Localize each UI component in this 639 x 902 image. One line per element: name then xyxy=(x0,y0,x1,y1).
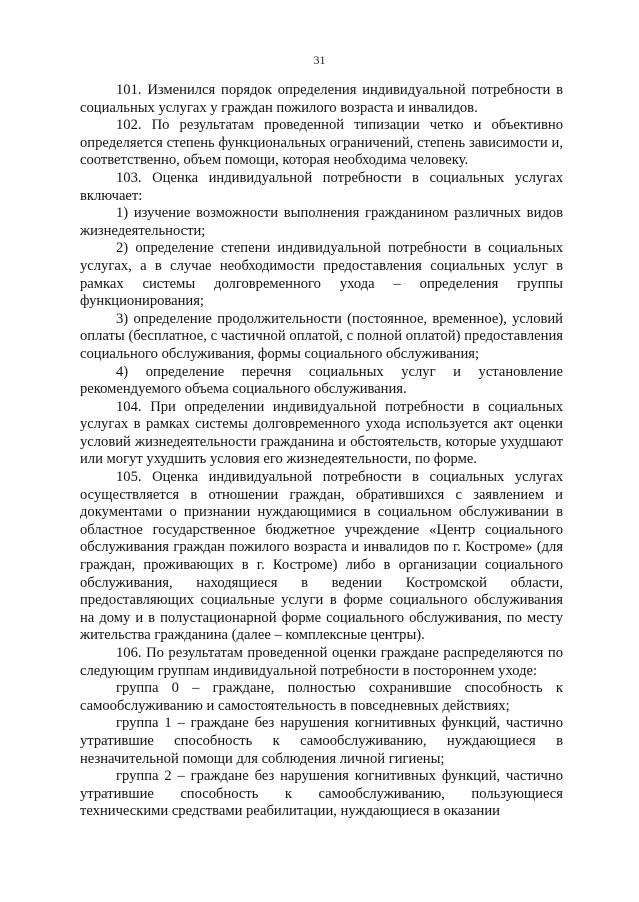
paragraph-103: 103. Оценка индивидуальной потребности в социальных услугах включает: xyxy=(80,169,563,204)
paragraph-105: 105. Оценка индивидуальной потребности в социальных услугах осуществляется в отношении граждан, обратившихся с заявлением и документами о признании нуждающимися в социальном обслуживании в областное государственное бюджетное учреждение «Центр социального обслуживания граждан пожилого возраста и инвалидов по г. Костроме» (для граждан, проживающих в г. Костроме) либо в организации социального обслуживания, находящиеся в ведении Костромской области, предоставляющих социальные услуги в форме социального обслуживания на дому и в полустационарной форме социального обслуживания, по месту жительства гражданина (далее – комплексные центры). xyxy=(80,469,563,644)
list-item-1: 1) изучение возможности выполнения гражданином различных видов жизнедеятельности; xyxy=(80,205,563,239)
document-body xyxy=(80,82,563,821)
list-item-4: 4) определение перечня социальных услуг и установление рекомендуемого объема социального обслуживания. xyxy=(80,363,563,398)
paragraph-102: 102. По результатам проведенной типизации четко и объективно определяется степень функциональных ограничений, степень зависимости и, соответственно, объем помощи, которая необходима человеку. xyxy=(80,117,563,169)
page-number: 31 xyxy=(313,53,326,67)
group-2-item: группа 2 – граждане без нарушения когнитивных функций, частично утратившие способность к самообслуживанию, пользующиеся техническими средствами реабилитации, нуждающиеся в оказании xyxy=(80,768,563,820)
paragraph-104: 104. При определении индивидуальной потребности в социальных услугах в рамках системы долговременного ухода используется акт оценки условий жизнедеятельности гражданина и обстоятельств, которые ухудшают или могут ухудшить условия его жизнедеятельности, по форме. xyxy=(80,398,563,468)
group-0-item: группа 0 – граждане, полностью сохранившие способность к самообслуживанию и самостоятельность в повседневных действиях; xyxy=(80,680,563,714)
paragraph-106: 106. По результатам проведенной оценки граждане распределяются по следующим группам индивидуальной потребности в постороннем уходе: xyxy=(80,645,563,679)
paragraph-101: 101. Изменился порядок определения индивидуальной потребности в социальных услугах у граждан пожилого возраста и инвалидов. xyxy=(80,82,563,116)
list-item-2: 2) определение степени индивидуальной потребности в социальных услугах, а в случае необходимости предоставления социальных услуг в рамках системы долговременного ухода – определения группы функционирования; xyxy=(80,240,563,310)
list-item-3: 3) определение продолжительности (постоянное, временное), условий оплаты (бесплатное, с частичной оплатой, с полной оплатой) предоставления социального обслуживания, формы социального обслуживания; xyxy=(80,310,563,362)
group-1-item: группа 1 – граждане без нарушения когнитивных функций, частично утратившие способность к самообслуживанию, нуждающиеся в незначительной помощи для соблюдения личной гигиены; xyxy=(80,715,563,767)
